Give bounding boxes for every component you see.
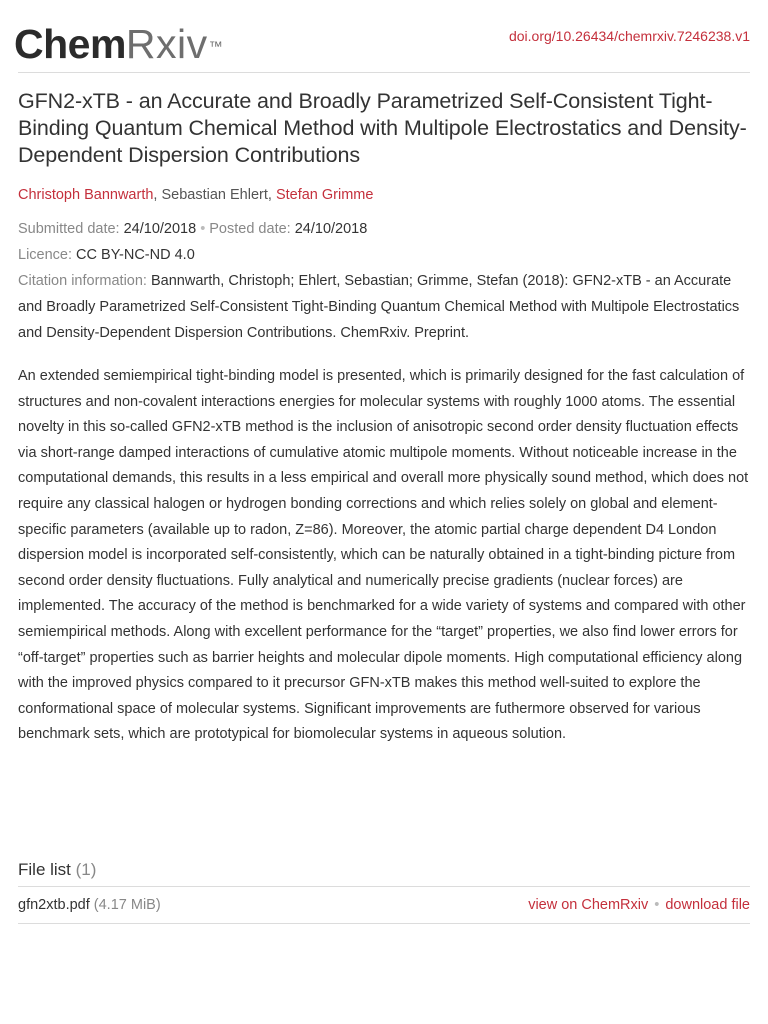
author-ehlert: Sebastian Ehlert — [161, 187, 268, 203]
file-list-header — [18, 856, 750, 887]
file-actions — [528, 887, 750, 923]
posted-date-label: Posted date: — [209, 221, 291, 237]
logo-trademark: ™ — [208, 38, 223, 54]
citation-block — [18, 268, 750, 346]
doi-link[interactable]: doi.org/10.26434/chemrxiv.7246238.v1 — [508, 28, 750, 44]
file-list-label: File list — [18, 860, 71, 879]
download-file-link[interactable]: download file — [665, 897, 750, 913]
file-list-count: (1) — [75, 860, 97, 879]
logo-rxiv-text: Rxiv — [125, 21, 208, 67]
date-line — [18, 216, 750, 242]
paper-title: GFN2-xTB - an Accurate and Broadly Parametrized Self-Consistent Tight-Binding Quantum Chemical Method with Multipole Electrostatics and Density-Dependent Dispersion Contributions — [18, 89, 747, 167]
posted-date-value: 24/10/2018 — [294, 221, 368, 237]
author-separator: , — [153, 187, 162, 203]
file-size: (4.17 MiB) — [93, 897, 161, 913]
citation-label: Citation information: — [18, 273, 147, 289]
chemrxiv-logo — [14, 20, 222, 68]
author-list — [18, 185, 750, 205]
author-separator: , — [267, 187, 276, 203]
bullet-separator: • — [654, 897, 660, 913]
bullet-separator: • — [200, 221, 206, 237]
citation-text: Bannwarth, Christoph; Ehlert, Sebastian; Grimme, Stefan (2018): GFN2-xTB - an Accurate and Broadly Parametrized Self-Consistent Tight-Binding Quantum Chemical Method with Multipole Electrostatics and Density-Dependent Dispersion Contributions. ChemRxiv. Preprint. — [18, 273, 740, 341]
file-name: gfn2xtb.pdf — [18, 897, 90, 913]
logo-chem-text: Chem — [14, 21, 126, 67]
file-list-section — [18, 856, 750, 924]
licence-value: CC BY-NC-ND 4.0 — [76, 247, 195, 263]
author-link-grimme[interactable]: Stefan Grimme — [275, 187, 374, 203]
preprint-page — [14, 0, 750, 748]
metadata-block — [18, 216, 750, 268]
author-link-bannwarth[interactable]: Christoph Bannwarth — [18, 187, 154, 203]
file-row — [18, 887, 750, 924]
page-header — [14, 0, 750, 73]
licence-label: Licence: — [18, 247, 73, 263]
submitted-date-label: Submitted date: — [18, 221, 120, 237]
abstract-text: An extended semiempirical tight-binding model is presented, which is primarily designed for the fast calculation of structures and non-covalent interactions energies for molecular systems with roughly 1000 atoms. The essential novelty in this so-called GFN2-xTB method is the inclusion of anisotropic second order density fluctuation effects via short-range damped interactions of cumulative atomic multipole moments. Without noticeable increase in the computational demands, this results in a less empirical and overall more physically sound method, which does not require any classical halogen or hydrogen bonding corrections and which relies solely on global and element-specific parameters (available up to radon, Z=86). Moreover, the atomic partial charge dependent D4 London dispersion model is incorporated self-consistently, which can be naturally obtained in a tight-binding picture from second order density fluctuations. Fully analytical and numerically precise gradients (nuclear forces) are implemented. The accuracy of the method is benchmarked for a wide variety of systems and compared with other semiempirical methods. Along with excellent performance for the “target” properties, we also find lower errors for “off-target” properties such as barrier heights and molecular dipole moments. High computational efficiency along with the improved physics compared to it precursor GFN-xTB makes this method well-suited to explore the conformational space of molecular systems. Significant improvements are futhermore observed for various benchmark sets, which are prototypical for biomolecular systems in aqueous solution. — [18, 368, 749, 743]
licence-line — [18, 242, 750, 268]
submitted-date-value: 24/10/2018 — [123, 221, 197, 237]
view-on-chemrxiv-link[interactable]: view on ChemRxiv — [528, 897, 649, 913]
